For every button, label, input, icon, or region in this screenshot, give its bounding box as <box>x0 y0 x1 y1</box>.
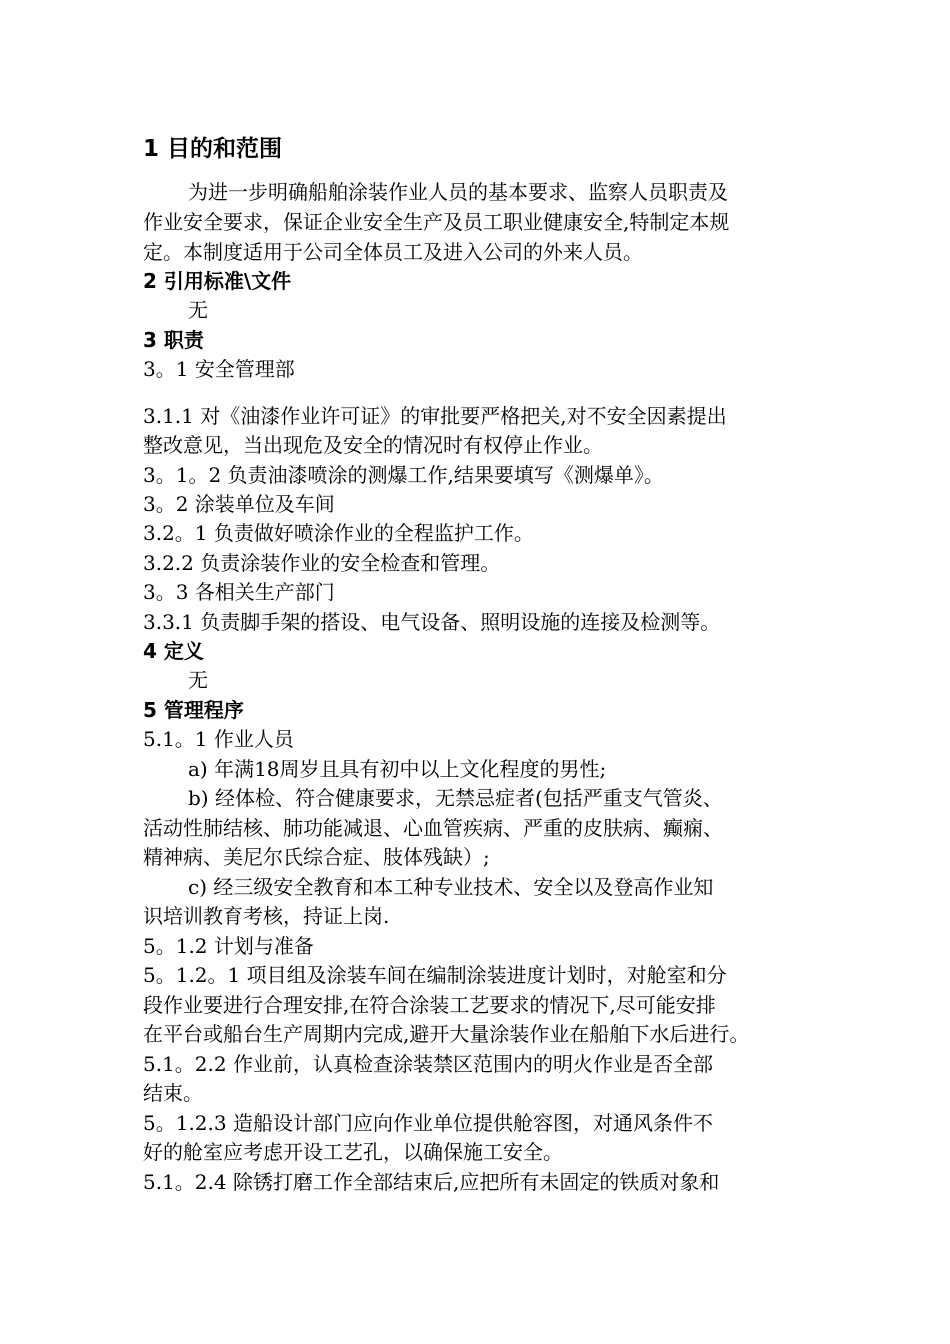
paragraph-line: 5。1.2.3 造船设计部门应向作业单位提供舱容图，对通风条件不 <box>143 1111 713 1135</box>
subsection-heading: 3。1 安全管理部 <box>143 357 295 381</box>
paragraph-line: 5.1。2.2 作业前，认真检查涂装禁区范围内的明火作业是否全部 <box>143 1052 713 1076</box>
list-item-b: b) 经体检、符合健康要求，无禁忌症者(包括严重支气管炎、 <box>188 786 723 810</box>
paragraph-line: 精神病、美尼尔氏综合症、肢体残缺）; <box>143 845 490 869</box>
list-item-a: a) 年满18周岁且具有初中以上文化程度的男性; <box>188 757 607 781</box>
paragraph-line: 3.2.2 负责涂装作业的安全检查和管理。 <box>143 551 501 575</box>
paragraph-line: 3.1.1 对《油漆作业许可证》的审批要严格把关,对不安全因素提出 <box>143 404 727 428</box>
paragraph-line: 段作业要进行合理安排,在符合涂装工艺要求的情况下,尽可能安排 <box>143 993 716 1017</box>
paragraph-line: 结束。 <box>143 1081 203 1105</box>
paragraph-line: 活动性肺结核、肺功能减退、心血管疾病、严重的皮肤病、癫痫、 <box>143 816 723 840</box>
paragraph-line: 作业安全要求，保证企业安全生产及员工职业健康安全,特制定本规 <box>143 210 730 234</box>
paragraph-line: 3.3.1 负责脚手架的搭设、电气设备、照明设施的连接及检测等。 <box>143 610 721 634</box>
subsection-heading: 5.1。1 作业人员 <box>143 727 294 751</box>
paragraph-line: 整改意见，当出现危及安全的情况时有权停止作业。 <box>143 433 603 457</box>
paragraph-line: 5.1。2.4 除锈打磨工作全部结束后,应把所有未固定的铁质对象和 <box>143 1170 720 1194</box>
subsection-heading: 5。1.2 计划与准备 <box>143 934 314 958</box>
paragraph-line: 为进一步明确船舶涂装作业人员的基本要求、监察人员职责及 <box>188 180 728 204</box>
paragraph-line: 无 <box>188 668 208 692</box>
list-item-c: c) 经三级安全教育和本工种专业技术、安全以及登高作业知 <box>188 875 714 899</box>
paragraph-line: 无 <box>188 298 208 322</box>
paragraph-line: 好的舱室应考虑开设工艺孔，以确保施工安全。 <box>143 1140 563 1164</box>
paragraph-line: 定。本制度适用于公司全体员工及进入公司的外来人员。 <box>143 240 643 264</box>
paragraph-line: 3.2。1 负责做好喷涂作业的全程监护工作。 <box>143 521 534 545</box>
section-heading-4: 4 定义 <box>143 639 204 663</box>
section-heading-3: 3 职责 <box>143 328 204 352</box>
section-heading-5: 5 管理程序 <box>143 698 244 722</box>
subsection-heading: 3。2 涂装单位及车间 <box>143 492 335 516</box>
paragraph-line: 识培训教育考核，持证上岗. <box>143 904 390 928</box>
paragraph-line: 3。1。2 负责油漆喷涂的测爆工作,结果要填写《测爆单》。 <box>143 463 664 487</box>
section-heading-2: 2 引用标准\文件 <box>143 269 292 293</box>
section-heading-1: 1 目的和范围 <box>143 136 283 162</box>
subsection-heading: 3。3 各相关生产部门 <box>143 580 335 604</box>
paragraph-line: 在平台或船台生产周期内完成,避开大量涂装作业在船舶下水后进行。 <box>143 1022 750 1046</box>
paragraph-line: 5。1.2。1 项目组及涂装车间在编制涂装进度计划时，对舱室和分 <box>143 963 727 987</box>
